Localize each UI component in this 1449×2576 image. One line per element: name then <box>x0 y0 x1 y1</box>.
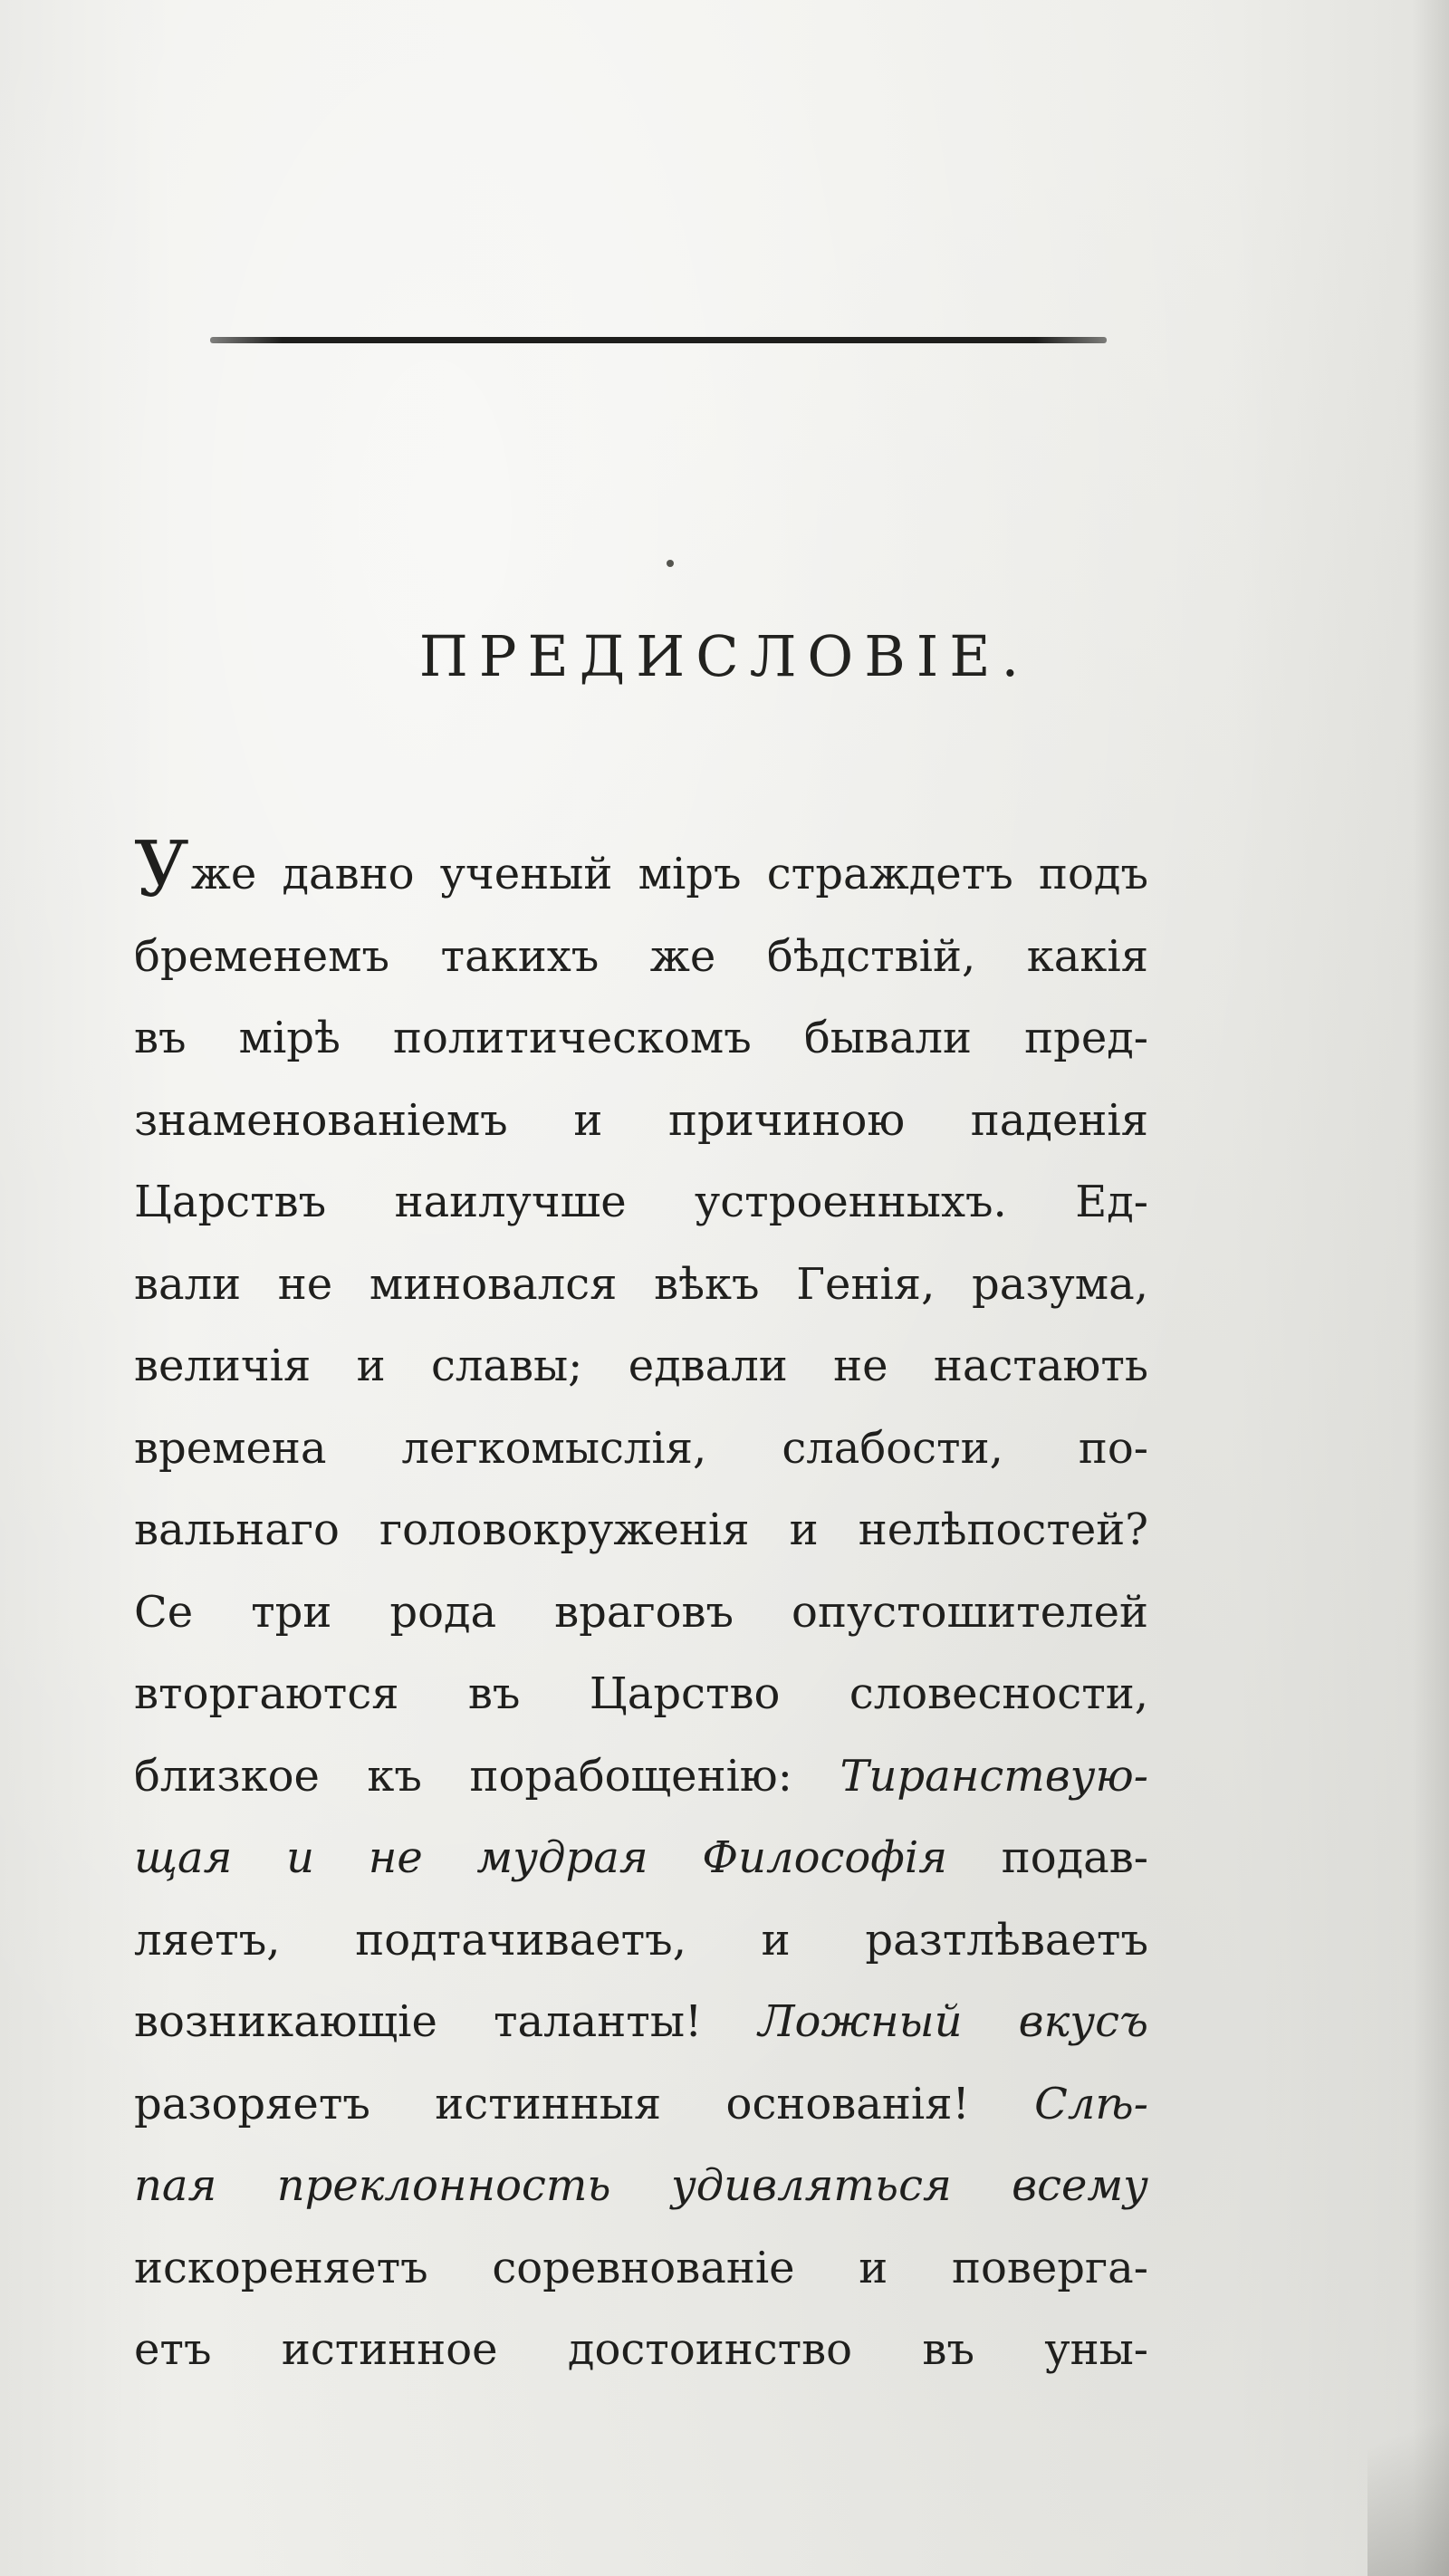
text-line <box>134 1408 1148 1490</box>
text-line <box>134 2063 1148 2146</box>
italic-text-segment: щая и не мудрая Философія <box>134 1832 948 1883</box>
page-edge-shadow <box>1413 0 1449 2576</box>
italic-text-segment: Слѣ- <box>1034 2078 1148 2129</box>
text-line <box>134 1244 1148 1326</box>
text-line <box>134 2145 1148 2227</box>
text-segment: въ мірѣ политическомъ бывали пред- <box>134 1013 1148 1063</box>
text-line <box>134 1325 1148 1408</box>
text-segment: вальнаго головокруженія и нелѣпостей? <box>134 1504 1148 1555</box>
preface-body <box>134 825 1149 2391</box>
italic-text-segment: Тиранствую- <box>840 1750 1148 1802</box>
text-line <box>134 1080 1148 1162</box>
text-segment: вторгаются въ Царство словесности, <box>134 1668 1148 1719</box>
header-rule <box>210 337 1107 343</box>
text-segment: вали не миновался вѣкъ Генія, разума, <box>134 1258 1148 1310</box>
text-line <box>134 2227 1148 2310</box>
text-line <box>134 1735 1148 1818</box>
text-segment: Се три рода враговъ опустошителей <box>134 1586 1148 1638</box>
page-corner-shadow <box>1367 2341 1449 2576</box>
text-line <box>134 1572 1148 1654</box>
text-line <box>134 2309 1148 2391</box>
drop-cap: У <box>134 825 189 914</box>
text-segment: возникающіе таланты! <box>134 1996 759 2047</box>
text-line <box>134 1653 1148 1735</box>
text-line <box>134 1817 1148 1899</box>
text-line <box>134 997 1148 1080</box>
italic-text-segment: Ложный вкусъ <box>758 1996 1148 2047</box>
text-segment: близкое къ порабощенію: <box>134 1750 840 1802</box>
ink-speck <box>667 560 674 567</box>
text-line <box>134 1161 1148 1244</box>
text-segment: знаменованіемъ и причиною паденія <box>134 1094 1148 1146</box>
text-segment: етъ истинное достоинство въ уны- <box>134 2324 1148 2375</box>
italic-text-segment: пая преклонность удивляться всему <box>134 2160 1148 2211</box>
text-segment: ляетъ, подтачиваетъ, и разтлѣваетъ <box>134 1914 1148 1966</box>
text-segment: разоряетъ истинныя основанія! <box>134 2078 1035 2129</box>
page-title: ПРЕДИСЛОВІЕ. <box>418 623 1031 689</box>
text-segment: искореняетъ соревнованіе и поверга- <box>134 2242 1148 2293</box>
text-line <box>134 916 1148 998</box>
text-segment: Царствъ наилучше устроенныхъ. Ед- <box>134 1177 1148 1227</box>
text-line <box>134 1981 1148 2063</box>
text-segment: же давно ученый міръ страждетъ подъ <box>190 849 1148 899</box>
text-segment: величія и славы; едвали не настають <box>134 1341 1148 1391</box>
text-line <box>134 825 1148 916</box>
text-segment: подав- <box>947 1832 1149 1883</box>
text-line <box>134 1899 1148 1982</box>
text-segment: бременемъ такихъ же бѣдствій, какія <box>134 930 1148 982</box>
text-line <box>134 1489 1148 1572</box>
text-segment: времена легкомыслія, слабости, по- <box>134 1422 1148 1474</box>
